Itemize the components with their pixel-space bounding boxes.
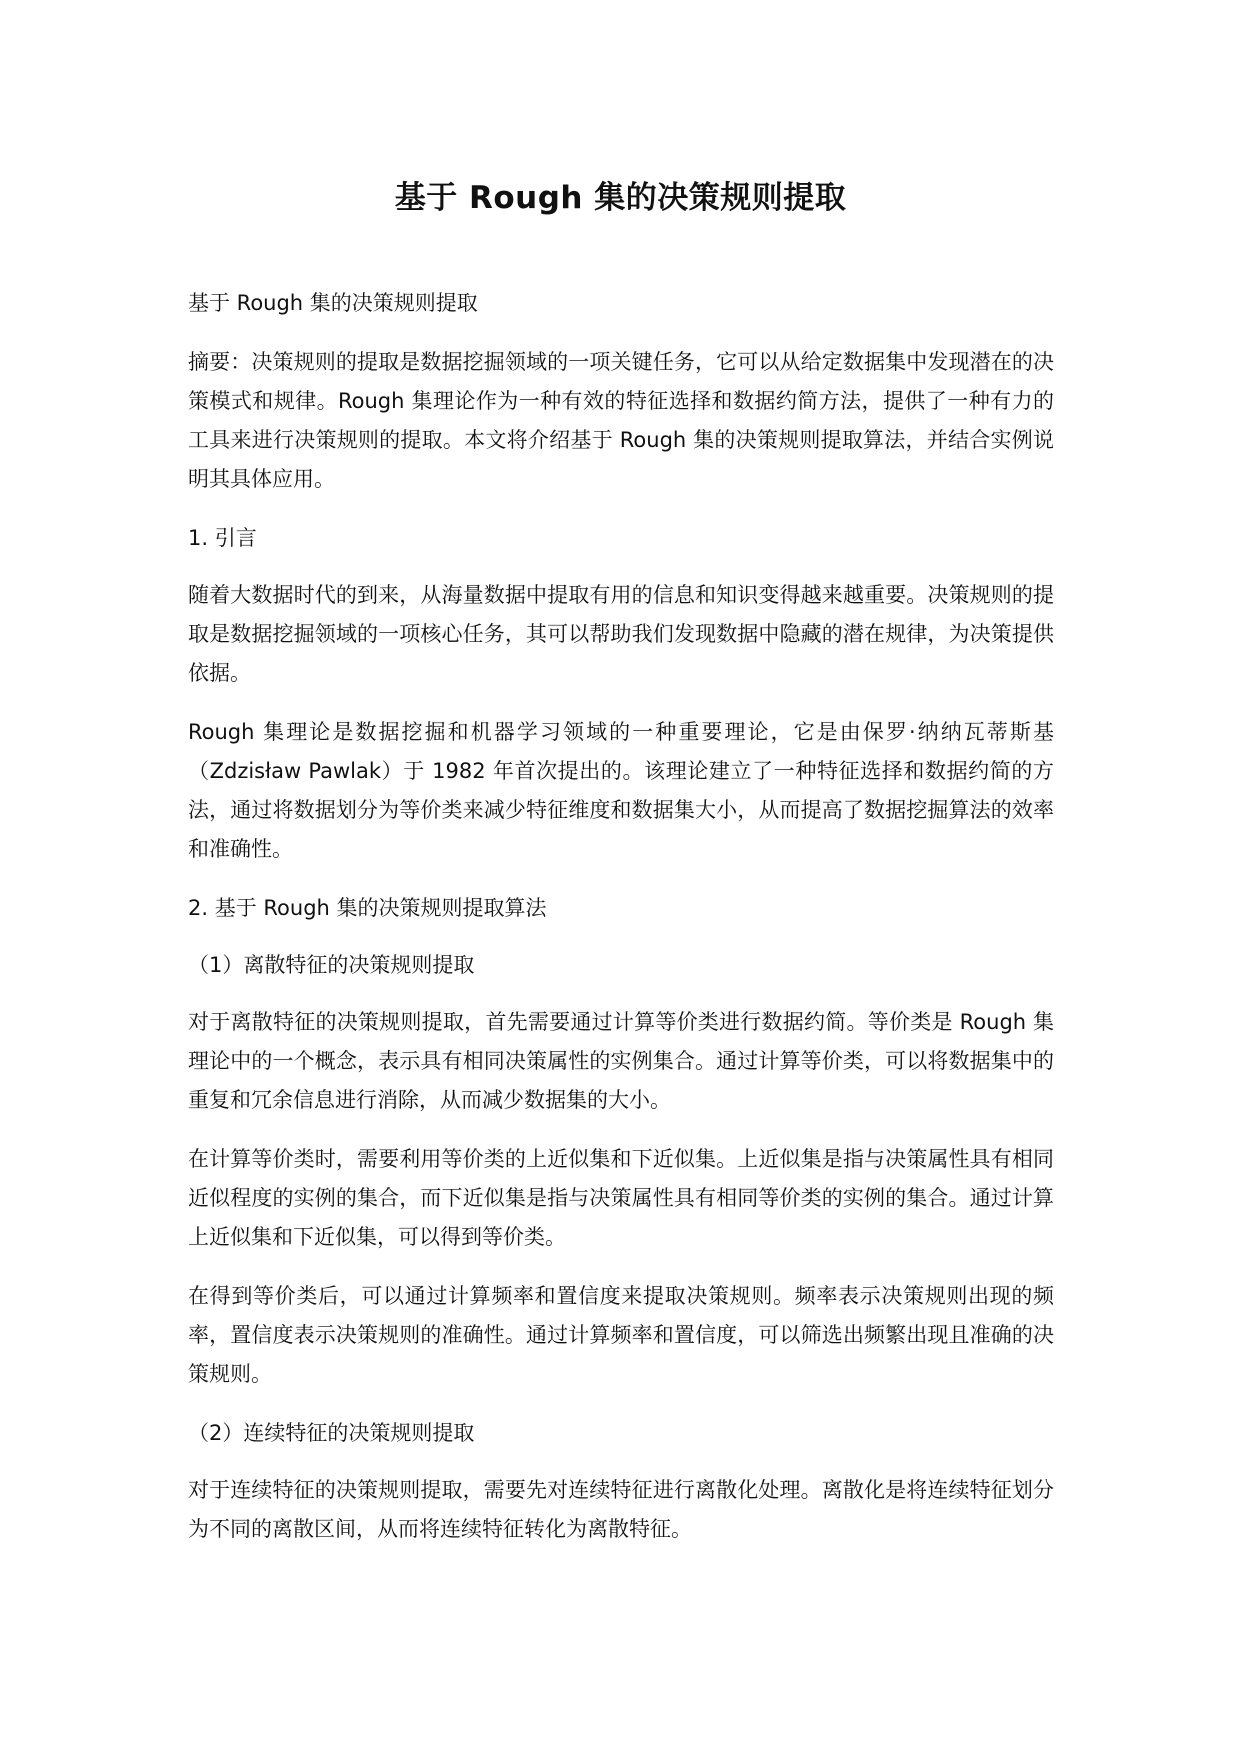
body-paragraph: 在得到等价类后，可以通过计算频率和置信度来提取决策规则。频率表示决策规则出现的频率，置信度表示决策规则的准确性。通过计算频率和置信度，可以筛选出频繁出现且准确的决策规则。 — [188, 1284, 1054, 1386]
section-heading-introduction: 1. 引言 — [188, 526, 257, 550]
body-paragraph: 对于离散特征的决策规则提取，首先需要通过计算等价类进行数据约简。等价类是 Rough 集理论中的一个概念，表示具有相同决策属性的实例集合。通过计算等价类，可以将数据集中的重复和冗余信息进行消除，从而减少数据集的大小。 — [188, 1010, 1054, 1112]
subsection-heading-continuous: （2）连续特征的决策规则提取 — [188, 1421, 475, 1445]
document-body — [188, 284, 1054, 1569]
subsection-heading-discrete: （1）离散特征的决策规则提取 — [188, 953, 475, 977]
body-paragraph: 对于连续特征的决策规则提取，需要先对连续特征进行离散化处理。离散化是将连续特征划分为不同的离散区间，从而将连续特征转化为离散特征。 — [188, 1478, 1054, 1541]
abstract-paragraph: 摘要：决策规则的提取是数据挖掘领域的一项关键任务，它可以从给定数据集中发现潜在的决策模式和规律。Rough 集理论作为一种有效的特征选择和数据约简方法，提供了一种有力的工具来进行决策规则的提取。本文将介绍基于 Rough 集的决策规则提取算法，并结合实例说明其具体应用。 — [188, 350, 1054, 491]
body-paragraph: 随着大数据时代的到来，从海量数据中提取有用的信息和知识变得越来越重要。决策规则的提取是数据挖掘领域的一项核心任务，其可以帮助我们发现数据中隐藏的潜在规律，为决策提供依据。 — [188, 583, 1054, 685]
body-paragraph: 在计算等价类时，需要利用等价类的上近似集和下近似集。上近似集是指与决策属性具有相同近似程度的实例的集合，而下近似集是指与决策属性具有相同等价类的实例的集合。通过计算上近似集和下近似集，可以得到等价类。 — [188, 1147, 1054, 1249]
document-title: 基于 Rough 集的决策规则提取 — [394, 180, 847, 216]
subtitle-paragraph: 基于 Rough 集的决策规则提取 — [188, 291, 478, 315]
section-heading-algorithm: 2. 基于 Rough 集的决策规则提取算法 — [188, 896, 547, 920]
body-paragraph: Rough 集理论是数据挖掘和机器学习领域的一种重要理论，它是由保罗·纳纳瓦蒂斯基（Zdzisław Pawlak）于 1982 年首次提出的。该理论建立了一种特征选择和数据约简的方法，通过将数据划分为等价类来减少特征维度和数据集大小，从而提高了数据挖掘算法的效率和准确性。 — [188, 720, 1054, 861]
